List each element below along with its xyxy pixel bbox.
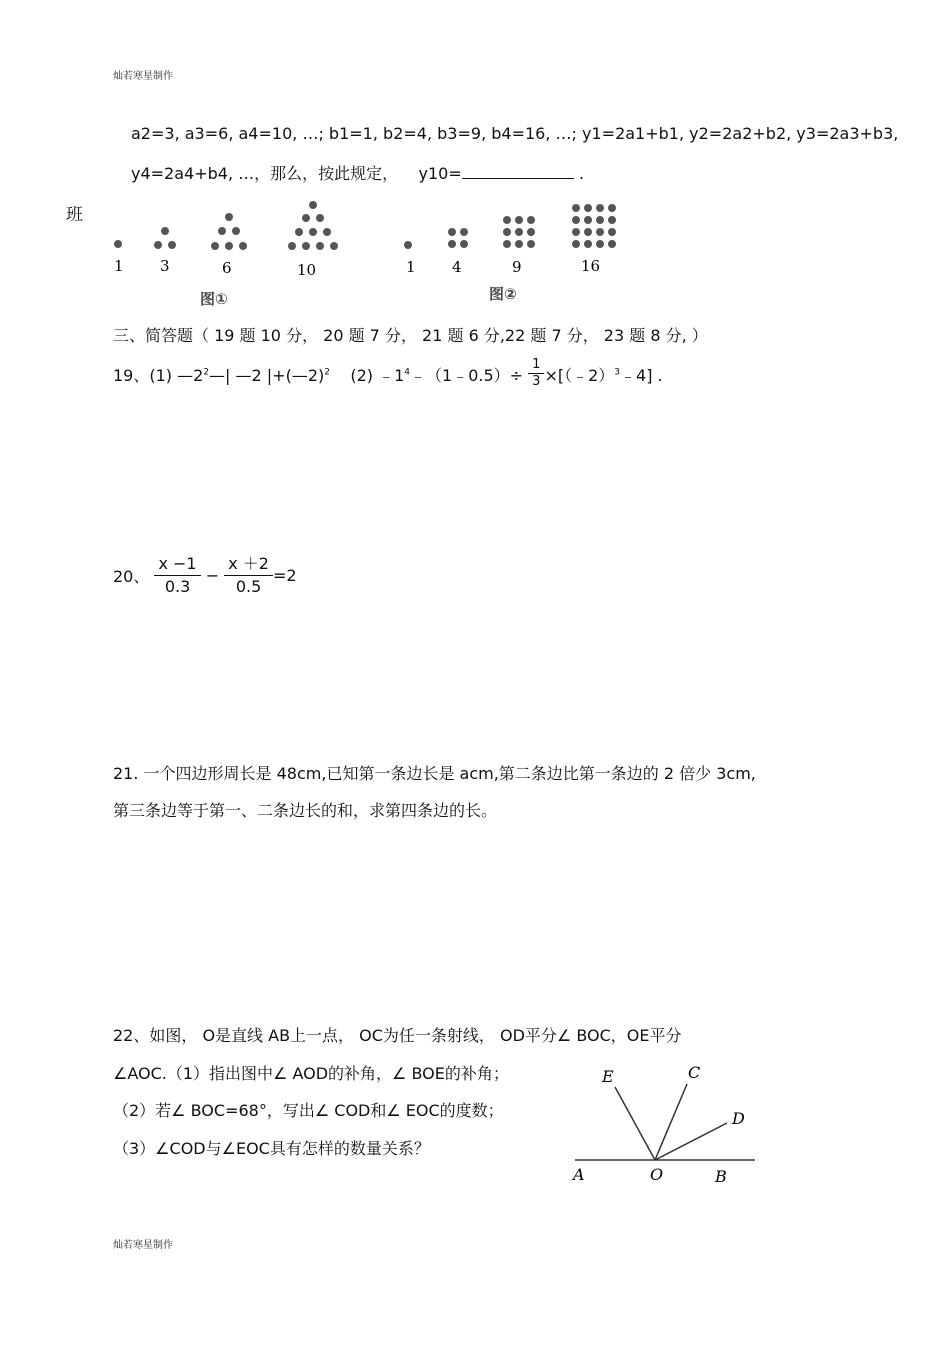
q19-part1: —2: [177, 366, 204, 385]
q19-part2a: ﹣1: [378, 366, 405, 385]
q21-line-2: 第三条边等于第一、二条边长的和，求第四条边的长。: [113, 801, 498, 820]
section-3-heading: 三、简答题（ 19 题 10 分， 20 题 7 分， 21 题 6 分,22 题 7 分， 23 题 8 分, ）: [113, 326, 708, 345]
sequence-line-1: [131, 124, 898, 143]
seq-b4: b4=16,: [491, 124, 551, 143]
sequence-line-2: [131, 161, 584, 184]
ray-oc: [655, 1084, 687, 1160]
q20-num1: x −1: [154, 553, 200, 576]
fig1-label-10: 10: [297, 261, 317, 279]
label-a: A: [573, 1165, 585, 1184]
seq-dots2: …;: [555, 124, 577, 143]
q21-line-1: 21. 一个四边形周长是 48cm,已知第一条边长是 acm,第二条边比第一条边的 2 倍少 3cm,: [113, 764, 756, 783]
seq-period: .: [578, 164, 584, 183]
seq-y4: y4=2a4+b4,: [131, 164, 234, 183]
seq-b3: b3=9,: [437, 124, 487, 143]
seq-b1: b1=1,: [328, 124, 378, 143]
fig1-caption: 图①: [200, 290, 228, 308]
q19-exp3: 3: [614, 367, 621, 378]
fig2-caption: 图②: [489, 285, 517, 303]
label-d: D: [732, 1109, 745, 1128]
q20-minus: −: [205, 566, 220, 585]
seq-y3: y3=2a3+b3,: [796, 124, 899, 143]
q19-part2-label: (2): [350, 366, 373, 385]
q20-fraction-2: [224, 553, 273, 598]
q19-exp2b: 2: [324, 367, 330, 378]
label-b: B: [715, 1167, 727, 1186]
seq-y1: y1=2a1+b1,: [582, 124, 685, 143]
figure-1-triangular-dots: [105, 198, 365, 310]
label-c: C: [688, 1063, 701, 1082]
fig1-label-1: 1: [114, 257, 124, 275]
q19-label: 19、(1): [113, 366, 173, 385]
fig2-label-9: 9: [512, 258, 522, 276]
seq-a3: a3=6,: [184, 124, 234, 143]
question-19: [113, 357, 663, 390]
question-20: [113, 553, 297, 598]
q22-line-1: 22、如图， O是直线 AB上一点， OC为任一条射线， OD平分∠ BOC，OE平分: [113, 1026, 682, 1045]
seq-rest: …，那么，按此规定，: [238, 164, 399, 183]
answer-blank[interactable]: [462, 164, 574, 179]
fig1-label-6: 6: [222, 259, 232, 277]
figure-2-square-dots: [395, 198, 635, 310]
q19-part2c: ×[（﹣2）: [544, 366, 615, 385]
angle-diagram: [565, 1060, 765, 1190]
q20-den2: 0.5: [235, 577, 262, 596]
q22-line-2: ∠AOC.（1）指出图中∠ AOD的补角，∠ BOE的补角；: [113, 1064, 509, 1083]
page-footer: 灿若寒星制作: [113, 1240, 173, 1251]
q19-exp2a: 2: [203, 367, 210, 378]
q20-fraction-1: [154, 553, 200, 598]
fig1-label-3: 3: [160, 257, 170, 275]
q19-part1b: —| —2 |+(—2): [209, 366, 325, 385]
ray-oe: [615, 1087, 655, 1160]
seq-y10: y10=: [418, 164, 462, 183]
q20-den1: 0.3: [164, 577, 191, 596]
q19-exp4: 4: [404, 367, 411, 378]
seq-dots1: …;: [302, 124, 324, 143]
seq-b2: b2=4,: [383, 124, 433, 143]
side-class-char: 班: [66, 205, 83, 225]
seq-y2: y2=2a2+b2,: [689, 124, 792, 143]
q19-frac-den: 3: [532, 374, 541, 389]
q22-line-3: （2）若∠ BOC=68°，写出∠ COD和∠ EOC的度数；: [113, 1101, 504, 1120]
ray-od: [655, 1123, 727, 1160]
q19-fraction: [528, 357, 544, 390]
label-o: O: [650, 1165, 664, 1184]
q19-part2d: ﹣4] .: [620, 366, 663, 385]
label-e: E: [602, 1067, 614, 1086]
q20-label: 20、: [113, 567, 150, 586]
q19-frac-num: 1: [528, 357, 544, 374]
q22-line-4: （3）∠COD与∠EOC具有怎样的数量关系？: [113, 1139, 430, 1158]
q20-num2: x ＋2: [224, 553, 273, 576]
q20-rhs: =2: [272, 566, 297, 585]
fig2-label-16: 16: [581, 257, 601, 275]
seq-a4: a4=10,: [238, 124, 298, 143]
q19-part2b: ﹣（1﹣0.5）÷: [410, 366, 524, 385]
fig2-label-4: 4: [452, 258, 462, 276]
seq-a2: a2=3,: [131, 124, 180, 143]
page-header: 灿若寒星制作: [113, 71, 173, 82]
fig2-label-1: 1: [406, 258, 416, 276]
